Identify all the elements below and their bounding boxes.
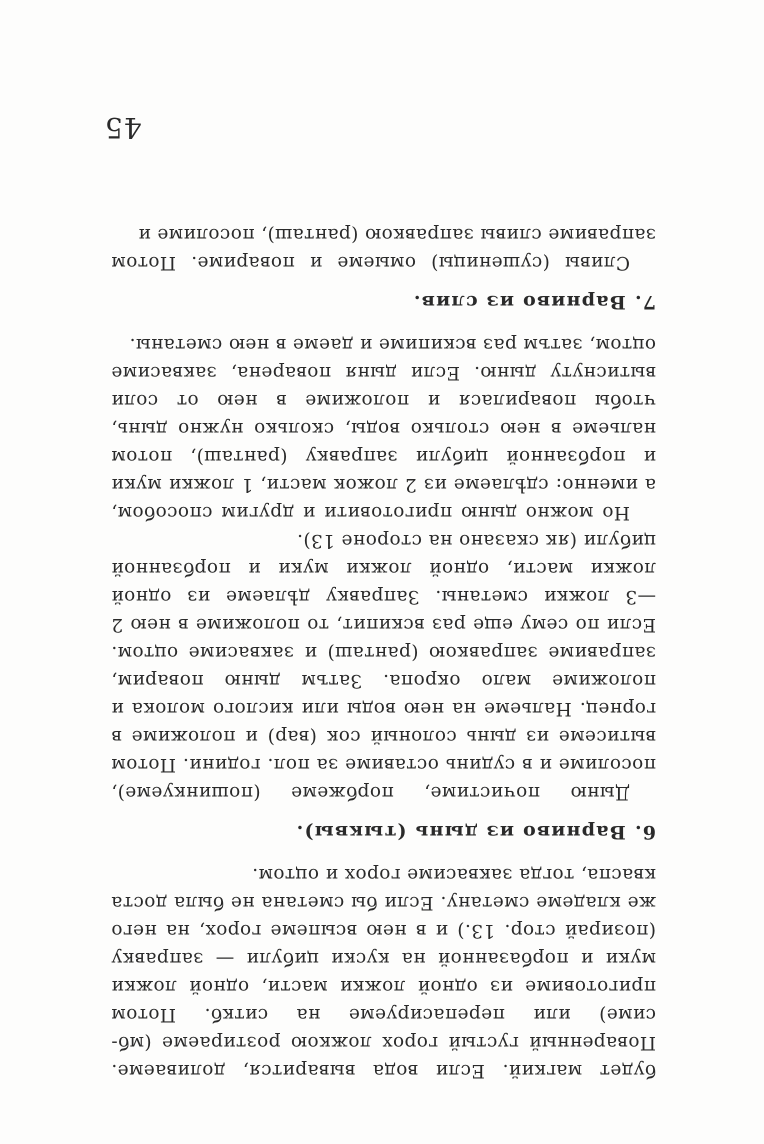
recipe-title: Варниво из дынь (тыквы). xyxy=(295,821,626,843)
recipe-heading xyxy=(111,288,656,316)
recipe-heading xyxy=(111,818,656,846)
paragraph: Дыню почистиме, порбжеме (пошинкуеме), посолиме и в судинь оставиме за пол. години. Потом вытисеме из дынь солоный сок (вар) и положиме в горнец. Нальеме на нею воды или кислого молока и положиме мало окропа. Затъм дыню поварим, заправиме заправкою (ранташ) и заквасиме оцтом. Если по сему еще раз вскипит, то положиме в нею 2—3 ложки сметаны. Заправку дѣлаеме из одной ложки масти, одной ложки муки и порбзанной цибули (як сказано на стороне 13). xyxy=(111,530,656,803)
paragraph: Сливы (сушеницы) омыеме и повариме. Потом заправиме сливы заправкою (ранташ), посолиме и xyxy=(111,224,656,273)
page-number: 45 xyxy=(104,111,142,144)
recipe-title: Варниво из слив. xyxy=(412,291,626,313)
page-text xyxy=(111,220,656,1084)
recipe-number: 6. xyxy=(633,821,656,843)
recipe-number: 7. xyxy=(633,291,656,313)
paragraph: будет магкий. Если вода выварится, доливаеме. Поваренный густый горох ложкою розтираеме (мб-симе) или перепасируеме на ситкб. Потом приготовиме из одной ложки масти, одной ложки муки и порбазанной на куски цибули — заправку (позирай стор. 13.) и в нею всыпеме горох, на него же кладеме сметану. Если бы сметана не была доста кваспа, тогда заквасиме горох и оцтом. xyxy=(111,864,656,1081)
paragraph: Но можно дыню приготовити и другим способом, а именно: сдѣлаеме из 2 ложок масти, 1 ложки муки и порбзанной цибули заправку (ранташ), потом нальеме в нею столько воды, сколько нужно дынь, чтобы поварилася и положиме в нею от соли вытиснуту дыню. Если дыня поварена, заквасиме оцтом, затъм раз вскипиме и даеме в нею сметаны. xyxy=(111,334,656,523)
